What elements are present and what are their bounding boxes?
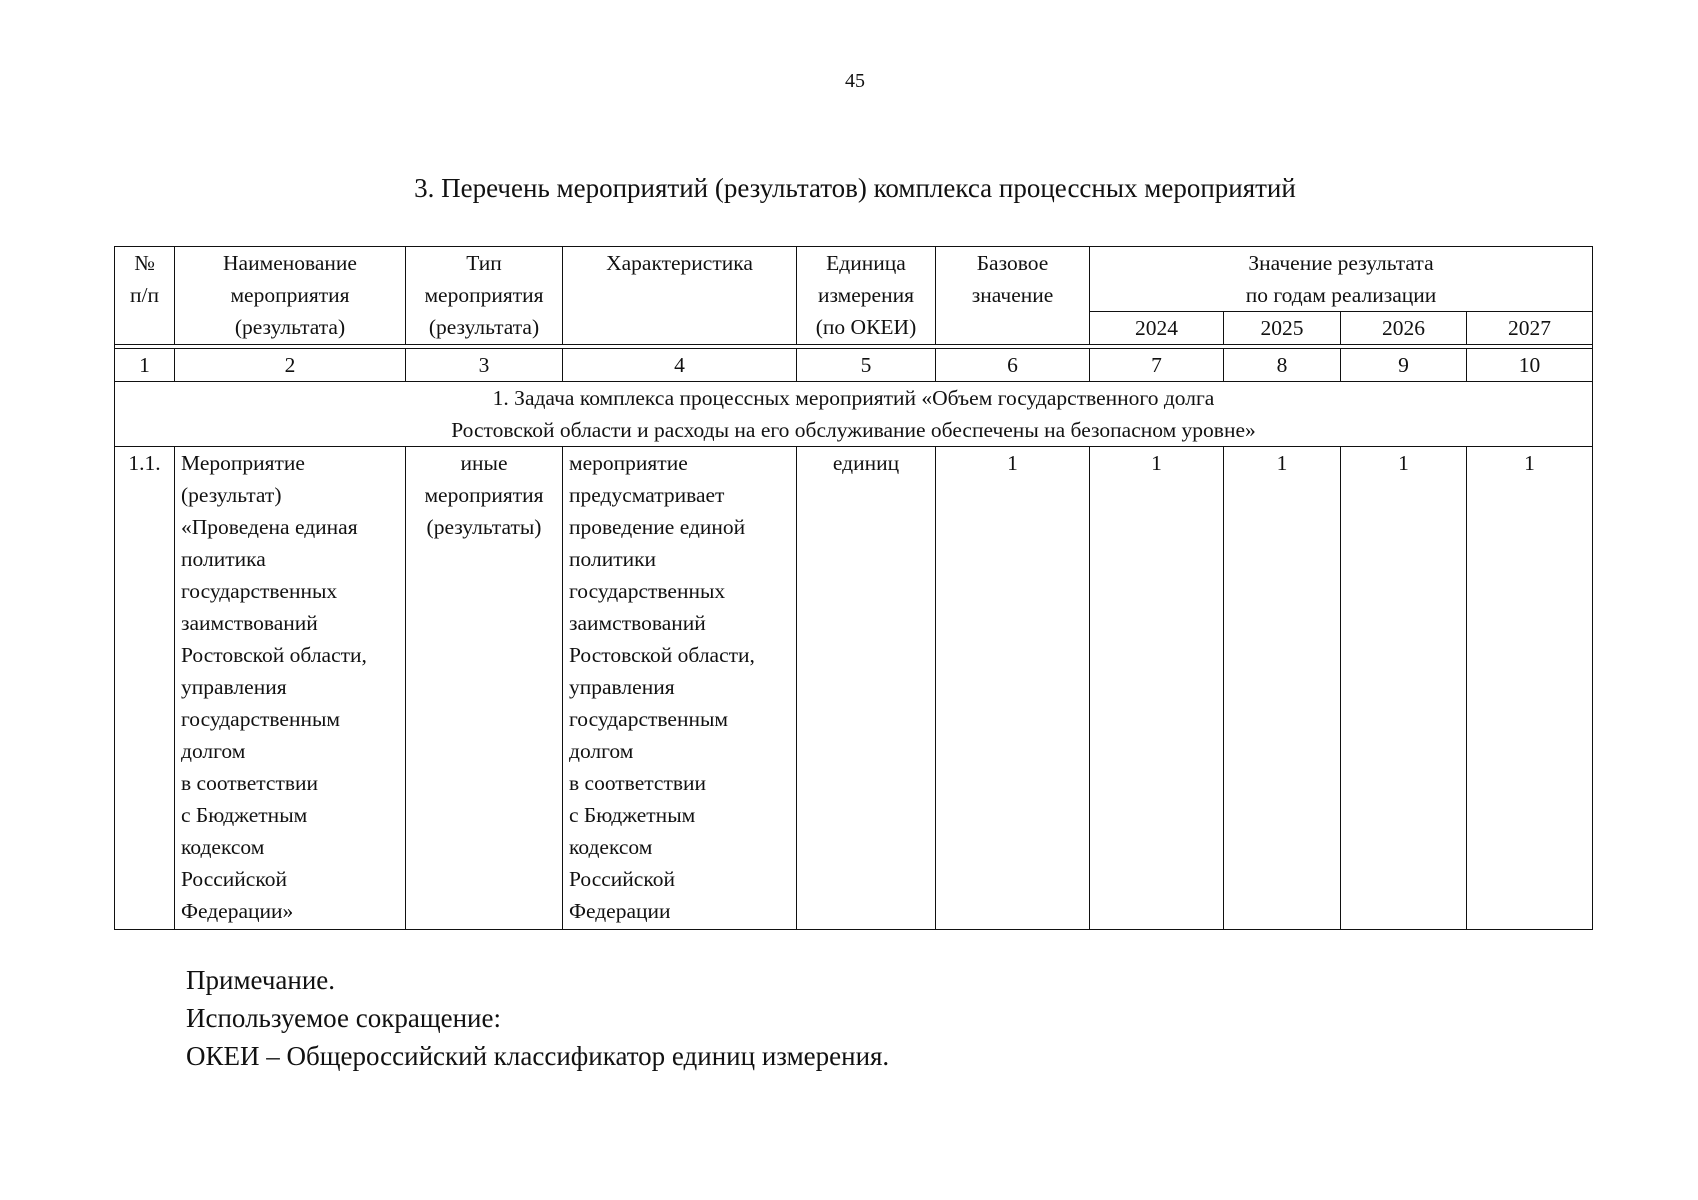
header-base: Базовое значение [936,247,1090,345]
header-characteristic: Характеристика [563,247,797,345]
header-year-2027: 2027 [1467,312,1593,345]
header-row [115,247,1593,312]
header-result-group: Значение результата по годам реализации [1090,247,1593,312]
note-abbreviation: ОКЕИ – Общероссийский классификатор единиц измерения. [186,1041,890,1071]
header-year-2025: 2025 [1224,312,1341,345]
row-name: Мероприятие (результат) «Проведена единая политика государственных заимствований Ростовской области, управления государственным долгом в соответствии с Бюджетным кодексом Российской Федерации» [175,447,406,930]
column-number-row [115,349,1593,382]
task-row [115,382,1593,447]
column-number: 5 [797,349,936,382]
row-characteristic: мероприятие предусматривает проведение единой политики государственных заимствований Ростовской области, управления государственным долгом в соответствии с Бюджетным кодексом Российской Федерации [563,447,797,930]
column-number: 8 [1224,349,1341,382]
row-value-2025: 1 [1224,447,1341,930]
page-number: 45 [845,70,865,92]
row-value-2027: 1 [1467,447,1593,930]
row-type: иные мероприятия (результаты) [406,447,563,930]
column-number: 10 [1467,349,1593,382]
header-name: Наименование мероприятия (результата) [175,247,406,345]
header-unit: Единица измерения (по ОКЕИ) [797,247,936,345]
task-title: 1. Задача комплекса процессных мероприятий «Объем государственного долга Ростовской области и расходы на его обслуживание обеспечены на безопасном уровне» [115,382,1593,447]
column-number: 6 [936,349,1090,382]
row-num: 1.1. [115,447,175,930]
column-number: 1 [115,349,175,382]
note-heading: Примечание. [186,965,336,995]
column-number: 3 [406,349,563,382]
note-abbreviation-label: Используемое сокращение: [186,1003,501,1033]
header-year-2024: 2024 [1090,312,1224,345]
header-num: № п/п [115,247,175,345]
column-number: 7 [1090,349,1224,382]
row-base-value: 1 [936,447,1090,930]
header-type: Тип мероприятия (результата) [406,247,563,345]
row-value-2026: 1 [1341,447,1467,930]
column-number: 2 [175,349,406,382]
row-unit: единиц [797,447,936,930]
header-year-2026: 2026 [1341,312,1467,345]
results-table [114,246,1593,930]
notes [186,961,889,1075]
column-number: 9 [1341,349,1467,382]
table-row [115,447,1593,930]
section-title: 3. Перечень мероприятий (результатов) комплекса процессных мероприятий [414,173,1296,203]
column-number: 4 [563,349,797,382]
row-value-2024: 1 [1090,447,1224,930]
